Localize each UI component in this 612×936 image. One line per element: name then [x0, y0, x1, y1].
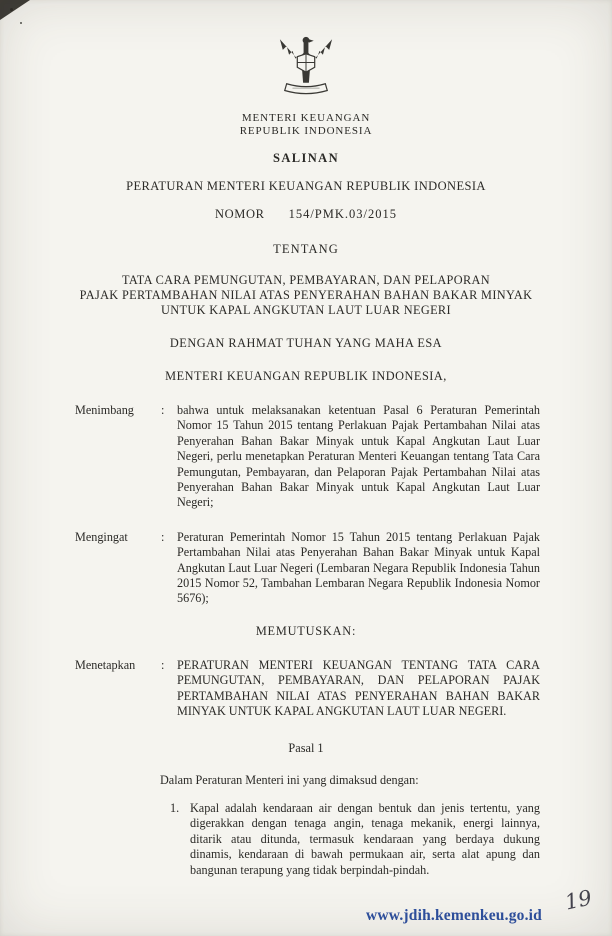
- regulation-number-line: [0, 207, 612, 222]
- article-heading: Pasal 1: [288, 740, 324, 755]
- observing-colon: :: [161, 529, 165, 544]
- stipulating-section: [75, 658, 540, 720]
- considering-colon: :: [161, 403, 165, 417]
- stipulating-text: PERATURAN MENTERI KEUANGAN TENTANG TATA CARA PEMUNGUTAN, PEMBAYARAN, DAN PELAPORAN PAJAK PERTAMBAHAN NILAI ATAS PENYERAHAN BAHAN BAKAR MINYAK UNTUK KAPAL ANGKUTAN LAUT LUAR NEGERI.: [177, 657, 540, 719]
- subject-line-3: UNTUK KAPAL ANGKUTAN LAUT LUAR NEGERI: [161, 303, 451, 317]
- list-item: [170, 801, 540, 878]
- number-label: NOMOR: [215, 207, 265, 221]
- list-item-number: 1.: [170, 800, 180, 815]
- subject-line-1: TATA CARA PEMUNGUTAN, PEMBAYARAN, DAN PELAPORAN: [122, 273, 490, 287]
- scan-speck: [10, 8, 13, 11]
- considering-label: Menimbang: [75, 403, 134, 417]
- observing-label: Mengingat: [75, 529, 128, 544]
- issuer-line: MENTERI KEUANGAN REPUBLIK INDONESIA,: [165, 369, 447, 383]
- considering-section: [75, 403, 540, 511]
- subject-line-2: PAJAK PERTAMBAHAN NILAI ATAS PENYERAHAN BAHAN BAKAR MINYAK: [79, 288, 533, 302]
- scan-speck: [20, 22, 22, 24]
- observing-section: [75, 530, 540, 607]
- emblem-container: [0, 0, 612, 105]
- garuda-pancasila-emblem: [277, 24, 335, 100]
- republic-name: REPUBLIK INDONESIA: [239, 125, 373, 137]
- observing-text: Peraturan Pemerintah Nomor 15 Tahun 2015 tentang Perlakuan Pajak Pertambahan Nilai atas Penyerahan Bahan Bakar Minyak untuk Kapal Angkutan Laut Luar Negeri (Lembaran Negara Republik Indonesia Tahun 2015 Nomor 52, Tambahan Lembaran Negara Republik Indonesia Nomor 5676);: [177, 529, 540, 606]
- copy-label: SALINAN: [272, 151, 340, 165]
- stipulating-label: Menetapkan: [75, 657, 136, 672]
- stipulating-colon: :: [161, 657, 165, 672]
- list-item-text: Kapal adalah kendaraan air dengan bentuk dan jenis tertentu, yang digerakkan dengan tenaga angin, tenaga mekanik, energi lainnya, ditarik atau ditunda, termasuk kendaraan yang berdaya dukung dinamis, kendaraan di bawah permukaan air, serta alat apung dan bangunan terapung yang tidak berpindah-pindah.: [190, 800, 540, 877]
- regulation-heading: PERATURAN MENTERI KEUANGAN REPUBLIK INDONESIA: [126, 179, 486, 193]
- subject-title: [0, 273, 612, 318]
- deciding-heading: MEMUTUSKAN:: [255, 623, 357, 638]
- grace-invocation: DENGAN RAHMAT TUHAN YANG MAHA ESA: [169, 336, 443, 350]
- article-intro: Dalam Peraturan Menteri ini yang dimaksud dengan:: [160, 772, 419, 787]
- jdih-website-link[interactable]: www.jdih.kemenkeu.go.id: [366, 907, 542, 924]
- about-label: TENTANG: [273, 242, 339, 256]
- scan-corner-artifact: [0, 0, 30, 20]
- number-value: 154/PMK.03/2015: [288, 207, 397, 221]
- ministry-name: MENTERI KEUANGAN: [241, 112, 371, 124]
- considering-text: bahwa untuk melaksanakan ketentuan Pasal 6 Peraturan Pemerintah Nomor 15 Tahun 2015 tentang Perlakuan Pajak Pertambahan Nilai atas Penyerahan Bahan Bakar Minyak untuk Kapal Angkutan Laut Luar Negeri, perlu menetapkan Peraturan Menteri Keuangan tentang Tata Cara Pemungutan, Pembayaran, dan Pelaporan Pajak Pertambahan Nilai atas Penyerahan Bahan Bakar Minyak untuk Kapal Angkutan Laut Luar Negeri;: [177, 403, 540, 510]
- handwritten-page-number: 19: [563, 885, 595, 915]
